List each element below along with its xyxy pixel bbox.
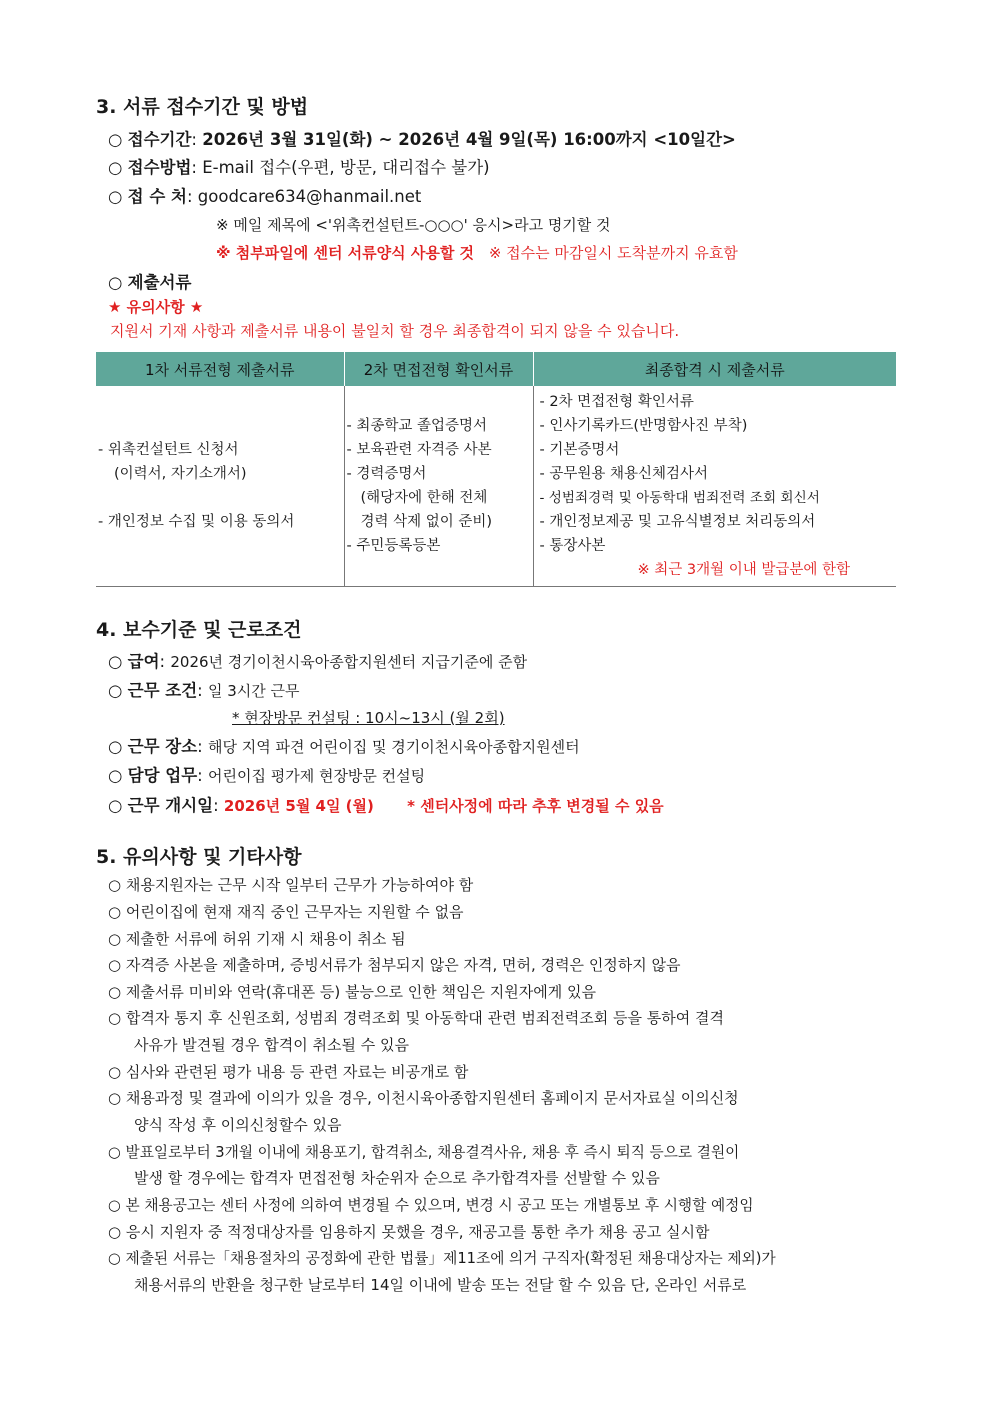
list-item: ○ 합격자 통지 후 신원조회, 성범죄 경력조회 및 아동학대 관련 범죄전력조회 등을 통하여 결격	[108, 1009, 724, 1027]
table-header-row	[96, 352, 896, 386]
doc-item: - 2차 면접전형 확인서류	[539, 394, 694, 410]
table-header: 최종합격 시 제출서류	[533, 352, 896, 386]
section-4-title: 4. 보수기준 및 근로조건	[96, 619, 302, 641]
method-row: ○ 접수방법: E-mail 접수(우편, 방문, 대리접수 불가)	[108, 158, 490, 177]
doc-item: - 성범죄경력 및 아동학대 범죄전력 조회 회신서	[539, 490, 820, 506]
method-label: 접수방법	[127, 158, 192, 177]
bullet: ○	[108, 158, 123, 177]
list-item: ○ 제출한 서류에 허위 기재 시 채용이 취소 됨	[108, 930, 406, 948]
doc-item-detail: (이력서, 자기소개서)	[114, 466, 247, 482]
pay-label: 급여	[127, 652, 160, 671]
pay-value: 2026년 경기이천시육아종합지원센터 지급기준에 준함	[170, 653, 528, 671]
doc-item: - 주민등록등본	[346, 538, 441, 554]
dest-row: ○ 접 수 처: goodcare634@hanmail.net	[108, 187, 422, 206]
attachment-note: ※ 첨부파일에 센터 서류양식 사용할 것	[216, 244, 475, 262]
list-item: ○ 자격증 사본을 제출하며, 증빙서류가 첨부되지 않은 자격, 면허, 경력은 인정하지 않음	[108, 956, 681, 974]
dest-label: 접 수 처	[127, 187, 187, 206]
table-cell-interview	[344, 386, 533, 587]
documents-table	[96, 352, 896, 587]
list-item: ○ 어린이집에 현재 재직 중인 근무자는 지원할 수 없음	[108, 903, 464, 921]
start-date-row: ○ 근무 개시일: 2026년 5월 4일 (월) * 센터사정에 따라 추후 변경될 수 있음	[108, 796, 664, 815]
table-cell-first-round	[96, 386, 344, 587]
caution-text: 지원서 기재 사항과 제출서류 내용이 불일치 할 경우 최종합격이 되지 않을 수 있습니다.	[110, 322, 680, 340]
attachment-note-row	[216, 242, 738, 263]
list-item: ○ 심사와 관련된 평가 내용 등 관련 자료는 비공개로 함	[108, 1063, 469, 1081]
method-value: E-mail 접수(우편, 방문, 대리접수 불가)	[202, 158, 490, 177]
list-item-continued: 발생 할 경우에는 합격자 면접전형 차순위자 순으로 추가합격자를 선발할 수 있음	[134, 1169, 660, 1187]
period-label: 접수기간	[127, 130, 192, 149]
list-item: ○ 응시 지원자 중 적정대상자를 임용하지 못했을 경우, 재공고를 통한 추가 채용 공고 실시함	[108, 1223, 710, 1241]
section-5-title: 5. 유의사항 및 기타사항	[96, 846, 302, 868]
table-header: 1차 서류전형 제출서류	[96, 352, 344, 386]
work-condition-row: ○ 근무 조건: 일 3시간 근무	[108, 681, 300, 700]
section-3-title: 3. 서류 접수기간 및 방법	[96, 96, 309, 118]
doc-item: - 통장사본	[539, 538, 606, 554]
period-row: ○ 접수기간: 2026년 3월 31일(화) ~ 2026년 4월 9일(목) 16:00까지 <10일간>	[108, 130, 736, 149]
doc-item: - 경력증명서	[346, 466, 427, 482]
start-date-note: * 센터사정에 따라 추후 변경될 수 있음	[407, 797, 664, 815]
duty-row: ○ 담당 업무: 어린이집 평가제 현장방문 컨설팅	[108, 766, 426, 785]
doc-item: - 인사기록카드(반명함사진 부착)	[539, 418, 748, 434]
recent-issue-note: ※ 최근 3개월 이내 발급분에 한함	[637, 562, 851, 578]
mail-title-note: ※ 메일 제목에 <'위촉컨설턴트-○○○' 응시>라고 명기할 것	[216, 216, 611, 234]
bullet: ○	[108, 737, 123, 756]
deadline-note: ※ 접수는 마감일시 도착분까지 유효함	[488, 244, 738, 262]
work-condition-value: 일 3시간 근무	[207, 682, 300, 700]
work-place-value: 해당 지역 파견 어린이집 및 경기이천시육아종합지원센터	[207, 738, 580, 756]
bullet: ○	[108, 187, 123, 206]
docs-row	[108, 269, 191, 293]
doc-item: - 개인정보제공 및 고유식별정보 처리동의서	[539, 514, 816, 530]
work-place-label: 근무 장소	[127, 737, 198, 756]
work-place-row: ○ 근무 장소: 해당 지역 파견 어린이집 및 경기이천시육아종합지원센터	[108, 737, 580, 756]
list-item: ○ 채용과정 및 결과에 이의가 있을 경우, 이천시육아종합지원센터 홈페이지 문서자료실 이의신청	[108, 1089, 739, 1107]
start-date-label: 근무 개시일	[127, 796, 214, 815]
bullet: ○	[108, 766, 123, 785]
list-item: ○ 제출서류 미비와 연락(휴대폰 등) 불능으로 인한 책임은 지원자에게 있음	[108, 983, 596, 1001]
table-header: 2차 면접전형 확인서류	[344, 352, 533, 386]
consulting-hours-note: * 현장방문 컨설팅 : 10시~13시 (월 2회)	[232, 709, 505, 727]
list-item: ○ 제출된 서류는「채용절차의 공정화에 관한 법률」제11조에 의거 구직자(확정된 채용대상자는 제외)가	[108, 1250, 776, 1267]
table-row	[96, 386, 896, 587]
work-condition-label: 근무 조건	[127, 681, 198, 700]
table-cell-final	[533, 386, 896, 587]
start-date-value: 2026년 5월 4일 (월)	[223, 797, 374, 815]
doc-item-detail: 경력 삭제 없이 준비)	[360, 514, 493, 530]
duty-label: 담당 업무	[127, 766, 198, 785]
bullet: ○	[108, 130, 123, 149]
doc-item: - 공무원용 채용신체검사서	[539, 466, 709, 482]
dest-email[interactable]: goodcare634@hanmail.net	[197, 187, 422, 206]
list-item-continued: 사유가 발견될 경우 합격이 취소될 수 있음	[134, 1036, 409, 1054]
doc-item: - 위촉컨설턴트 신청서	[98, 442, 239, 458]
bullet: ○	[108, 681, 123, 700]
pay-row: ○ 급여: 2026년 경기이천시육아종합지원센터 지급기준에 준함	[108, 652, 528, 671]
doc-item-detail: (해당자에 한해 전체	[360, 490, 488, 506]
doc-item: - 보육관련 자격증 사본	[346, 442, 492, 458]
bullet: ○	[108, 796, 123, 815]
list-item-continued: 양식 작성 후 이의신청할수 있음	[134, 1116, 342, 1134]
doc-item: - 최종학교 졸업증명서	[346, 418, 488, 434]
list-item-continued: 채용서류의 반환을 청구한 날로부터 14일 이내에 발송 또는 전달 할 수 있음 단, 온라인 서류로	[134, 1276, 747, 1294]
caution-title: ★ 유의사항 ★	[108, 298, 204, 316]
list-item: ○ 채용지원자는 근무 시작 일부터 근무가 가능하여야 함	[108, 876, 474, 894]
bullet: ○	[108, 273, 123, 292]
duty-value: 어린이집 평가제 현장방문 컨설팅	[207, 767, 426, 785]
bullet: ○	[108, 652, 123, 671]
period-value: 2026년 3월 31일(화) ~ 2026년 4월 9일(목) 16:00까지 <10일간>	[202, 130, 736, 149]
doc-item: - 개인정보 수집 및 이용 동의서	[98, 514, 295, 530]
doc-item: - 기본증명서	[539, 442, 620, 458]
docs-label: 제출서류	[127, 273, 192, 292]
list-item: ○ 본 채용공고는 센터 사정에 의하여 변경될 수 있으며, 변경 시 공고 또는 개별통보 후 시행할 예정임	[108, 1197, 754, 1214]
list-item: ○ 발표일로부터 3개월 이내에 채용포기, 합격취소, 채용결격사유, 채용 후 즉시 퇴직 등으로 결원이	[108, 1144, 740, 1161]
